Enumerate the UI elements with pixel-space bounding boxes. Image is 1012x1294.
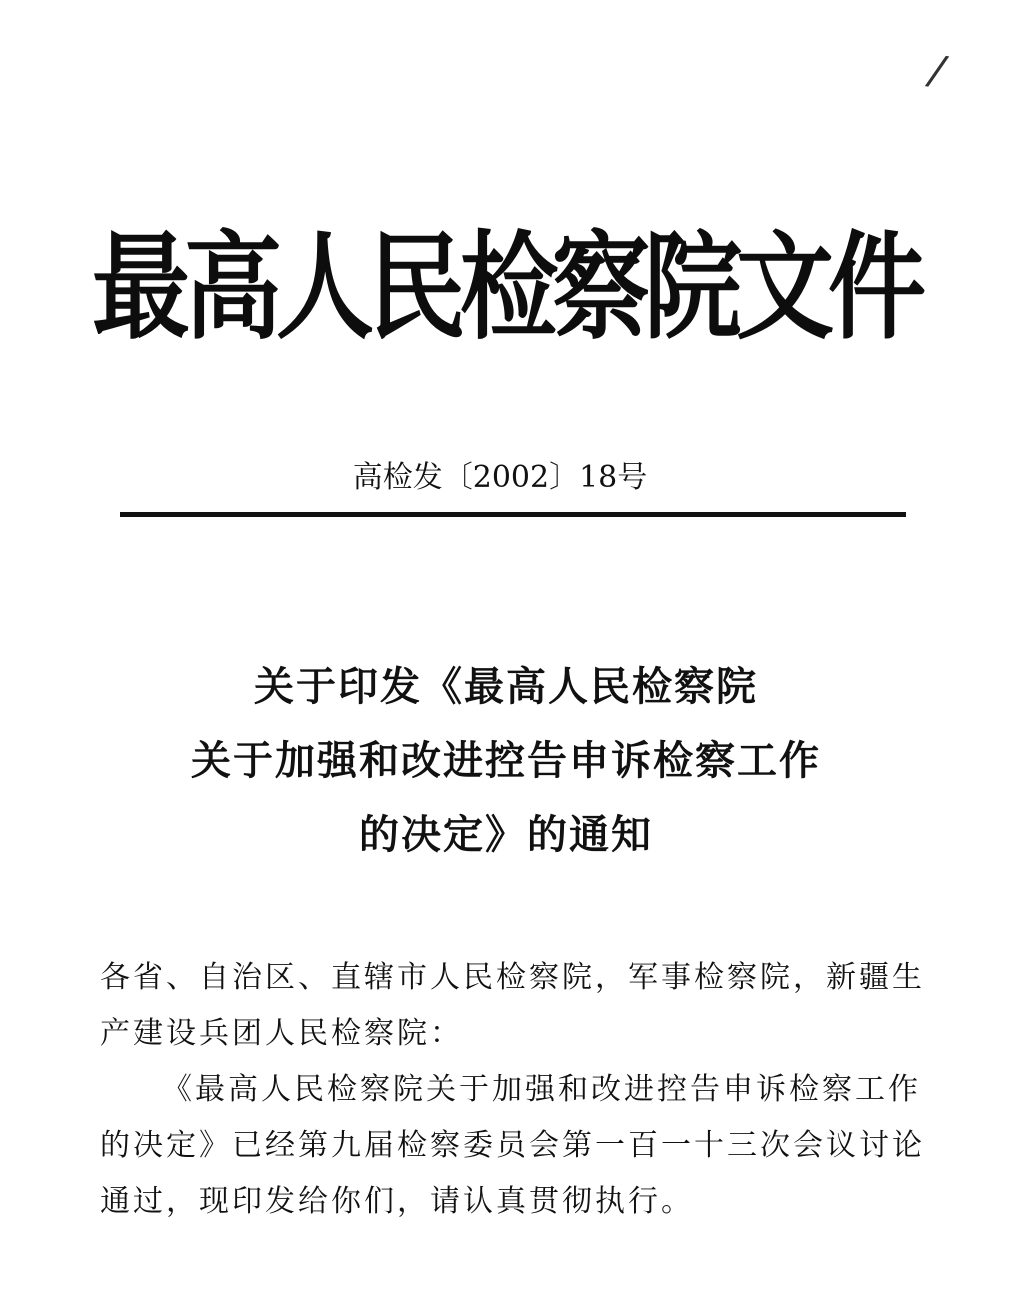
notice-title-line-1: 关于印发《最高人民检察院 [254,663,758,710]
body-line-paragraph-3: 通过，现印发给你们，请认真贯彻执行。 [100,1184,694,1219]
notice-title [80,650,932,872]
document-number: 高检发〔2002〕18号 [352,460,648,495]
document-header-title: 最高人民检察院文件 [91,221,920,356]
header-divider-line [120,512,906,517]
notice-body [100,950,925,1230]
body-line-addressees-2: 产建设兵团人民检察院： [100,1016,463,1051]
body-line-addressees-1: 各省、自治区、直辖市人民检察院，军事检察院，新疆生 [100,960,925,995]
notice-title-line-3: 的决定》的通知 [359,811,653,858]
body-line-paragraph-2: 的决定》已经第九届检察委员会第一百一十三次会议讨论 [100,1128,925,1163]
body-line-paragraph-1: 《最高人民检察院关于加强和改进控告申诉检察工作 [162,1072,921,1107]
handwritten-page-mark: / [926,47,947,95]
notice-title-line-2: 关于加强和改进控告申诉检察工作 [191,737,821,784]
